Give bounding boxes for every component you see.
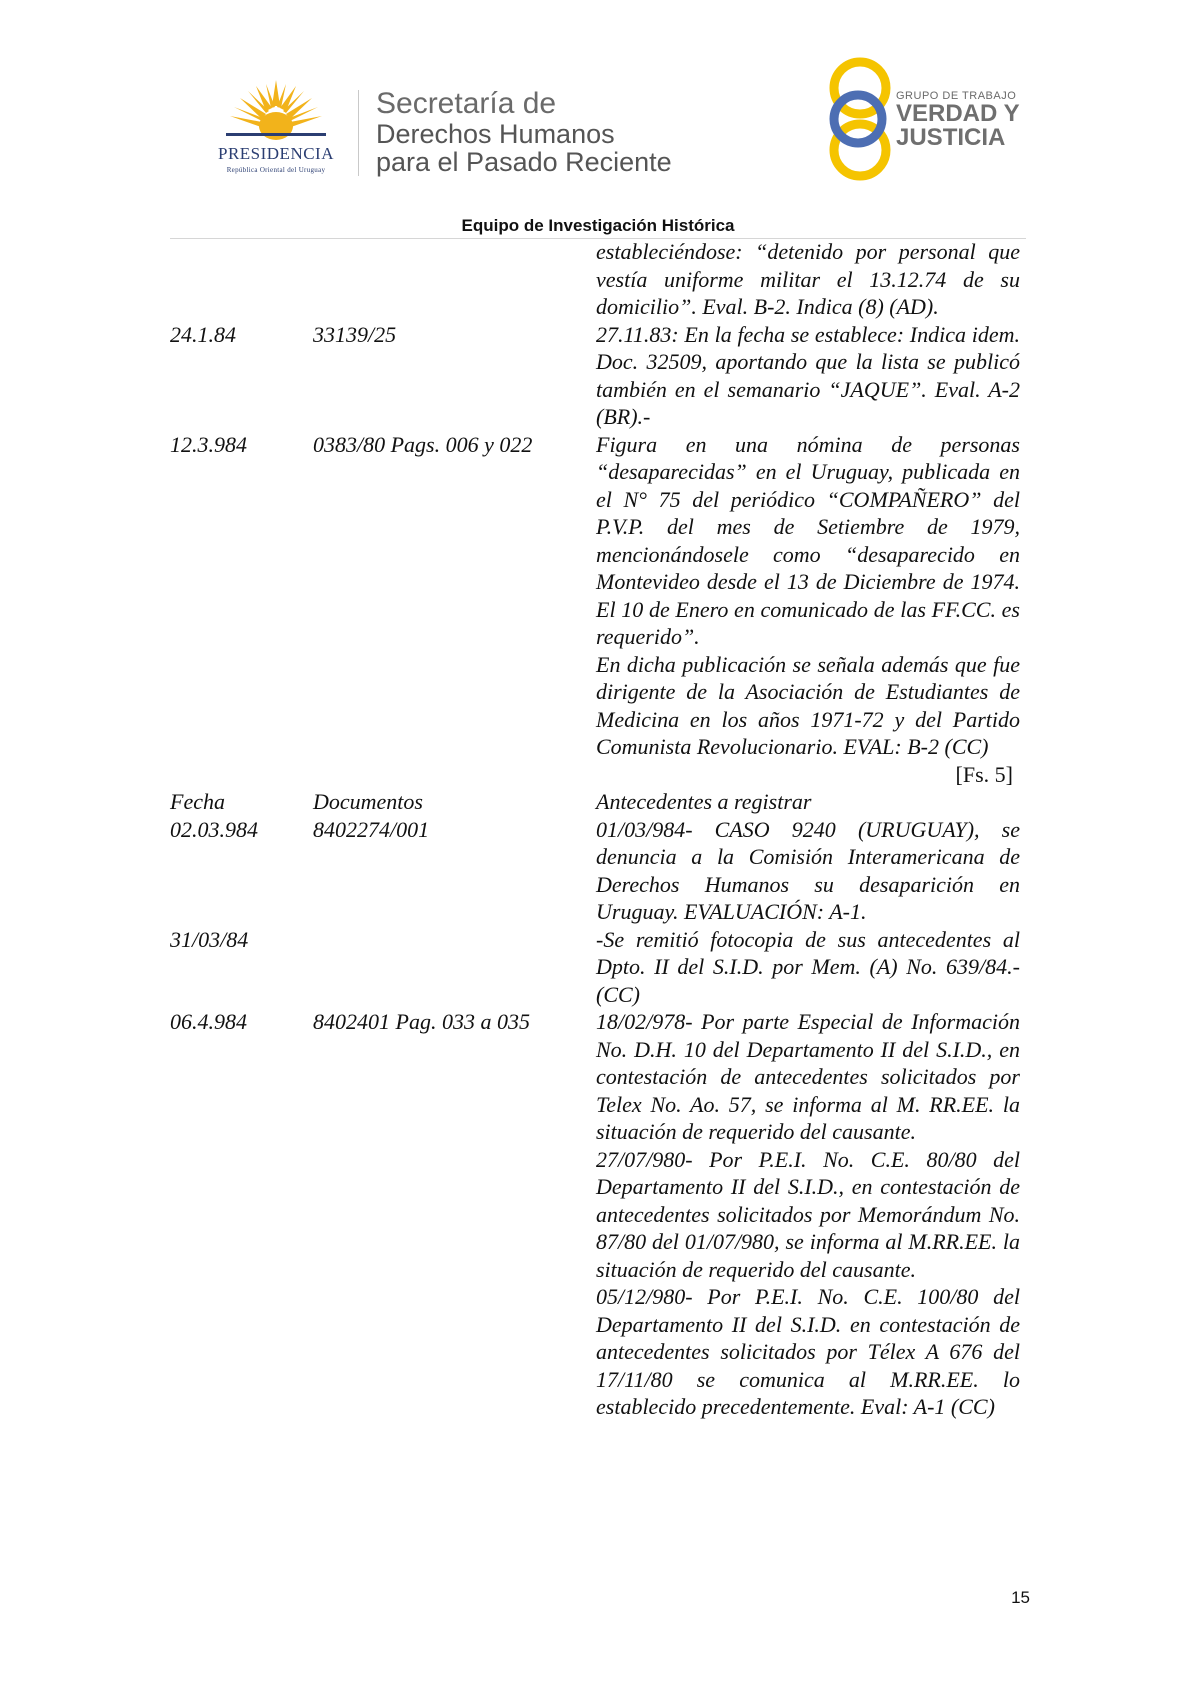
record-date: 31/03/84 [170,926,249,952]
record-text [596,431,1020,761]
record-paragraph: 27/07/980- Por P.E.I. No. C.E. 80/80 del Departamento II del S.I.D., en contestación de antecedentes solicitados por Memorándum No. 87/80 del 01/07/980, se informa al M.RR.EE. la situación de requerido del causante. [596,1146,1020,1282]
record-date: 02.03.984 [170,816,258,842]
record-row [0,238,1191,321]
gt-line-2: VERDAD Y [896,100,1020,127]
record-row [0,431,1191,761]
header-date: Fecha [170,789,225,814]
secretaria-logo [376,88,672,176]
record-text [596,321,1020,431]
logo-divider [358,90,359,176]
record-document: 8402401 Pag. 033 a 035 [313,1009,530,1034]
record-text [596,816,1020,926]
presidencia-logo [196,78,356,178]
record-date: 06.4.984 [170,1009,247,1034]
record-document: 0383/80 Pags. 006 y 022 [313,431,533,457]
record-paragraph: 05/12/980- Por P.E.I. No. C.E. 100/80 del Departamento II del S.I.D. en contestación de antecedentes solicitados por Télex A 676 del 17/11/80 se comunica al M.RR.EE. lo establecido precedentemente. Eval: A-1 (CC) [596,1284,1020,1419]
record-document: 8402274/001 [313,816,430,842]
table-header-row [0,788,1191,816]
presidencia-subtitle: República Oriental del Uruguay [226,166,326,174]
record-date: 24.1.84 [170,321,236,347]
page-header [0,0,1191,215]
header-documents: Documentos [313,789,423,814]
secretaria-line-2: Derechos Humanos [376,119,615,149]
record-row [0,321,1191,431]
record-document: 33139/25 [313,321,397,347]
record-paragraph: 18/02/978- Por parte Especial de Información No. D.H. 10 del Departamento II del S.I.D., en contestación de antecedentes solicitados por Telex No. Ao. 57, se informa al M. RR.EE. la situación de requerido del causante. [596,1009,1020,1144]
folio-marker [0,761,1191,789]
verdad-justicia-logo [822,56,1022,182]
gt-line-3: JUSTICIA [896,124,1006,151]
verdad-justicia-rings-icon [822,56,898,182]
record-paragraph: Figura en una nómina de personas “desaparecidas” en el Uruguay, publicada en el N° 75 del periódico “COMPAÑERO” del P.V.P. del mes de Setiembre de 1979, mencionándosele como “desaparecido en Montevideo desde el 13 de Diciembre de 1974. El 10 de Enero en comunicado de las FF.CC. es requerido”. [596,431,1020,649]
presidencia-name: PRESIDENCIA [217,144,334,163]
record-text [596,1008,1020,1421]
record-paragraph: -Se remitió fotocopia de sus antecedentes al Dpto. II del S.I.D. por Mem. (A) No. 639/84.- (CC) [596,926,1020,1007]
secretaria-line-3: para el Pasado Reciente [376,147,672,177]
secretaria-line-1: Secretaría de [376,87,557,120]
header-antecedentes: Antecedentes a registrar [596,789,812,814]
record-paragraph: 27.11.83: En la fecha se establece: Indica idem. Doc. 32509, aportando que la lista se publicó también en el semanario “JAQUE”. Eval. A-2 (BR).- [596,321,1020,429]
record-row [0,816,1191,926]
record-row [0,926,1191,1009]
gt-line-1: GRUPO DE TRABAJO [896,90,1017,102]
presidencia-sun-logo-icon [226,78,326,144]
record-paragraph: 01/03/984- CASO 9240 (URUGUAY), se denuncia a la Comisión Interamericana de Derechos Humanos su desaparición en Uruguay. EVALUACIÓN: A-1. [596,816,1020,924]
team-title: Equipo de Investigación Histórica [461,216,735,235]
record-paragraph: estableciéndose: “detenido por personal que vestía uniforme militar el 13.12.74 de su domicilio”. Eval. B-2. Indica (8) (AD). [596,239,1020,319]
verdad-justicia-text [896,90,1020,150]
page-number: 15 [1011,1588,1030,1607]
record-text [596,926,1020,1009]
record-paragraph: En dicha publicación se señala además que fue dirigente de la Asociación de Estudiantes de Medicina en los años 1971-72 y del Partido Comunista Revolucionario. EVAL: B-2 (CC) [596,651,1020,759]
record-text [596,238,1020,321]
record-date: 12.3.984 [170,431,247,457]
folio-text: [Fs. 5] [955,761,1013,787]
document-body [0,238,1191,1421]
record-row [0,1008,1191,1421]
